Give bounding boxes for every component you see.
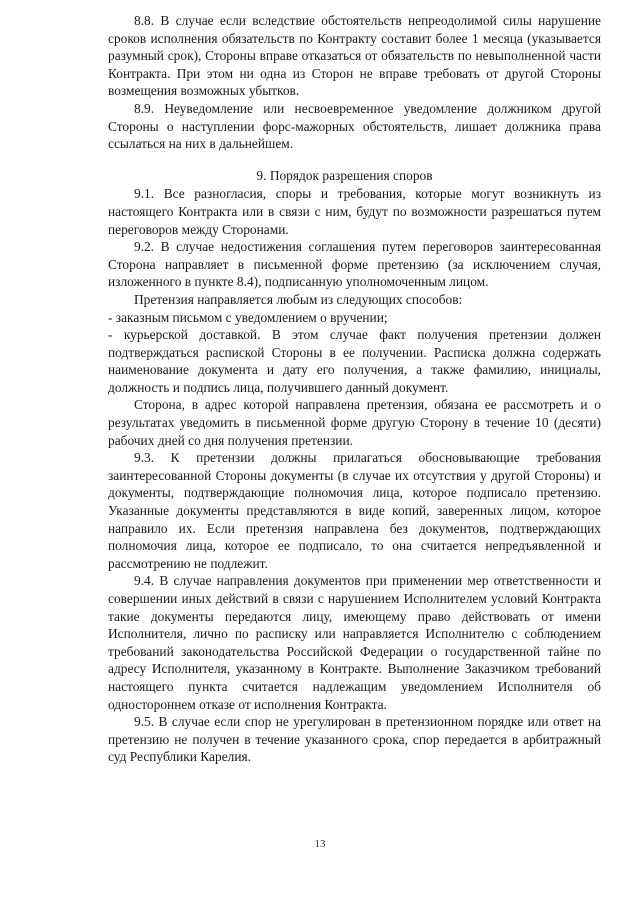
clause-9-4: 9.4. В случае направления документов при применении мер ответственности и совершении иных действий в связи с нарушением Исполнителем условий Контракта такие документы передаются лицу, имеющему право действовать от имени Исполнителя, лично по расписку или направляется Исполнителю с соблюдением требований законодательства Российской Федерации о государственной тайне по адресу Исполнителя, указанному в Контракте. Выполнение Заказчиком требований настоящего пункта считается надлежащим уведомлением Исполнителя об одностороннем отказе от исполнения Контракта. — [108, 573, 601, 712]
clause-8-8: 8.8. В случае если вследствие обстоятельств непреодолимой силы нарушение сроков исполнения обязательств по Контракту составит более 1 месяца (указывается разумный срок), Стороны вправе отказаться от обязательств по невыполненной части Контракта. При этом ни одна из Сторон не вправе требовать от другой Стороны возмещения возможных убытков. — [108, 13, 601, 99]
claim-review: Сторона, в адрес которой направлена претензия, обязана ее рассмотреть и о результатах уведомить в письменной форме другую Сторону в течение 10 (десяти) рабочих дней со дня получения претензии. — [108, 397, 601, 448]
page-number: 13 — [314, 838, 326, 850]
document-page — [108, 12, 601, 766]
clause-9-2: 9.2. В случае недостижения соглашения путем переговоров заинтересованная Сторона направляет в письменной форме претензию (за исключением случая, изложенного в пункте 8.4), подписанную уполномоченным лицом. — [108, 239, 601, 290]
claim-ways-intro: Претензия направляется любым из следующих способов: — [134, 291, 463, 307]
claim-way-registered-mail: - заказным письмом с уведомлением о вручении; — [108, 309, 388, 325]
clause-9-1: 9.1. Все разногласия, споры и требования, которые могут возникнуть из настоящего Контракта или в связи с ним, будут по возможности разрешаться путем переговоров между Сторонами. — [108, 186, 601, 237]
clause-9-5: 9.5. В случае если спор не урегулирован в претензионном порядке или ответ на претензию не получен в течение указанного срока, спор передается в арбитражный суд Республики Карелия. — [108, 714, 601, 765]
claim-way-courier: - курьерской доставкой. В этом случае факт получения претензии должен подтверждаться распиской Стороны в ее получении. Расписка должна содержать наименование документа и дату его получения, а также фамилию, инициалы, должность и подпись лица, получившего данный документ. — [108, 327, 601, 395]
section-9-heading: 9. Порядок разрешения споров — [256, 167, 433, 183]
clause-9-3: 9.3. К претензии должны прилагаться обосновывающие требования заинтересованной Стороны документы (в случае их отсутствия у другой Стороны) и документы, подтверждающие полномочия лица, которое подписало претензию. Указанные документы представляются в виде копий, заверенных лицом, которое направило их. Если претензия направлена без документов, подтверждающих полномочия лица, которое ее подписало, то она считается непредъявленной и рассмотрению не подлежит. — [108, 450, 601, 571]
clause-8-9: 8.9. Неуведомление или несвоевременное уведомление должником другой Стороны о наступлении форс-мажорных обстоятельств, лишает должника права ссылаться на них в дальнейшем. — [108, 100, 601, 152]
